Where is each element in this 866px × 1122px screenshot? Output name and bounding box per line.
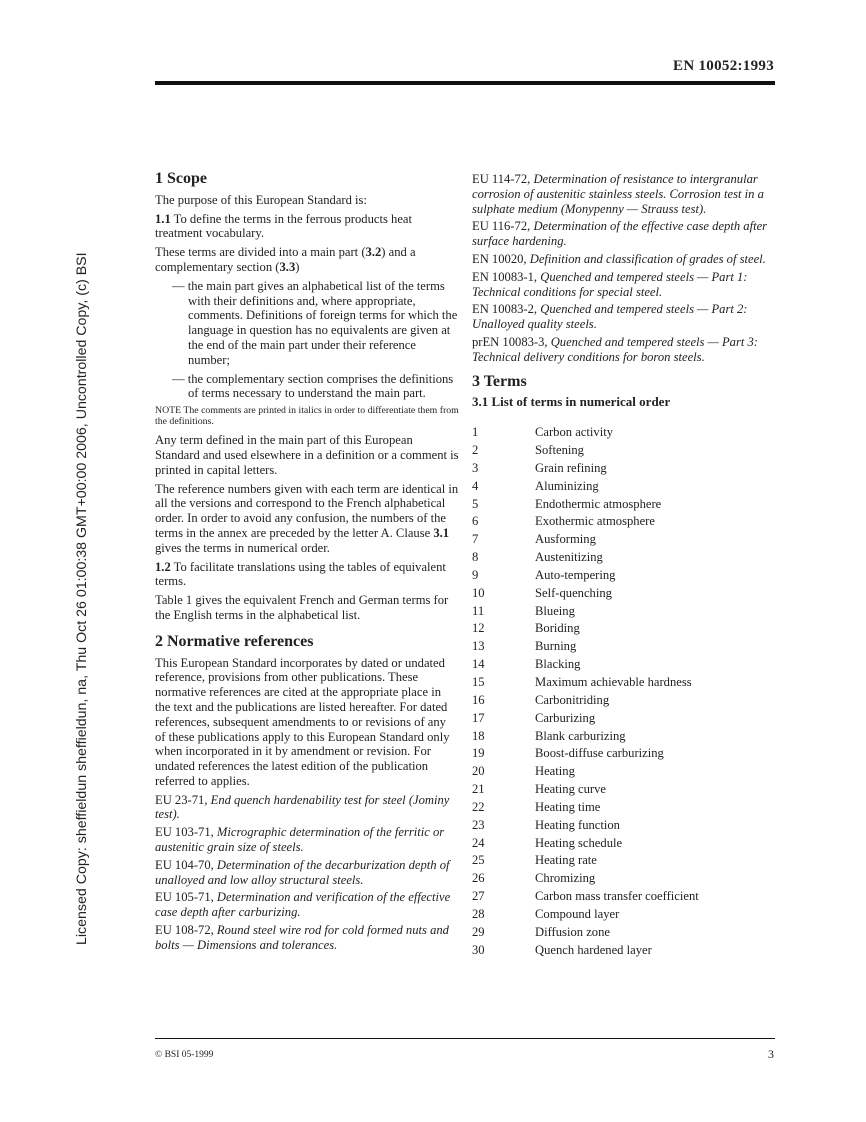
reference-title: Determination and verification of the effective case depth after carburizing. xyxy=(155,890,451,920)
term-name: Blank carburizing xyxy=(535,728,626,743)
reference-title: Determination of the effective case depth after surface hardening. xyxy=(472,219,768,249)
footer-copyright: © BSI 05-1999 xyxy=(155,1050,214,1060)
clause-1-2-text: To facilitate translations using the tables of equivalent terms. xyxy=(155,559,446,589)
term-row xyxy=(472,549,777,567)
document-code: EN 10052:1993 xyxy=(673,58,774,74)
term-number: 13 xyxy=(472,639,485,654)
ref-3-2: 3.2 xyxy=(365,245,382,260)
reference-entry xyxy=(472,335,777,365)
term-number: 8 xyxy=(472,550,479,565)
reference-entry xyxy=(155,825,459,855)
reference-code: prEN 10083-3, xyxy=(472,334,551,349)
term-row xyxy=(472,906,777,924)
term-number: 29 xyxy=(472,924,485,939)
dash-item-main-part: — the main part gives an alphabetical list of the terms with their definitions and, where appropriate, comments. Definitions of foreign terms for which the language in question has no equivalents are given at the end of the main part under their reference number; xyxy=(172,278,458,367)
term-row xyxy=(472,852,777,870)
reference-list-left xyxy=(155,793,459,953)
normative-references-heading: 2 Normative references xyxy=(155,632,314,650)
term-number: 1 xyxy=(472,425,479,440)
term-name: Boost-diffuse carburizing xyxy=(535,746,664,761)
terms-heading: 3 Terms xyxy=(472,372,527,390)
reference-entry xyxy=(472,302,777,332)
reference-entry xyxy=(155,793,459,823)
term-row xyxy=(472,478,777,496)
term-number: 10 xyxy=(472,585,485,600)
term-row xyxy=(472,638,777,656)
terms-list xyxy=(472,424,777,959)
footer-rule xyxy=(155,1038,775,1039)
reference-entry xyxy=(472,270,777,300)
term-name: Chromizing xyxy=(535,871,596,886)
reference-entry xyxy=(155,890,459,920)
reference-entry xyxy=(155,923,459,953)
term-name: Austenitizing xyxy=(535,550,603,565)
term-row xyxy=(472,424,777,442)
table-1-paragraph: Table 1 gives the equivalent French and German terms for the English terms in the alphabetical list. xyxy=(155,593,449,622)
term-row xyxy=(472,496,777,514)
term-name: Carbon mass transfer coefficient xyxy=(535,889,699,904)
term-number: 3 xyxy=(472,460,479,475)
term-number: 2 xyxy=(472,443,479,457)
term-name: Exothermic atmosphere xyxy=(535,514,655,529)
term-row xyxy=(472,924,777,942)
term-name: Boriding xyxy=(535,621,580,636)
reference-code: EU 114-72, xyxy=(472,172,534,186)
term-row xyxy=(472,799,777,817)
term-number: 15 xyxy=(472,674,485,689)
refnum-text-a: The reference numbers given with each term are identical in all the versions and correspond to the French alphabetical order. In order to avoid any confusion, the numbers of the terms in the annex are preceded by the letter A. Clause xyxy=(155,481,459,540)
term-row xyxy=(472,442,777,460)
term-name: Heating rate xyxy=(535,853,597,868)
term-name: Diffusion zone xyxy=(535,924,610,939)
term-name: Auto-tempering xyxy=(535,567,616,582)
term-number: 27 xyxy=(472,889,485,904)
reference-title: End quench hardenability test for steel (Jominy test). xyxy=(155,792,450,822)
term-row xyxy=(472,674,777,692)
reference-code: EU 105-71, xyxy=(155,890,217,905)
reference-entry xyxy=(155,858,459,888)
ref-3-1: 3.1 xyxy=(433,525,450,540)
term-row xyxy=(472,603,777,621)
term-row xyxy=(472,620,777,638)
reference-title: Quenched and tempered steels — Part 1: Technical conditions for special steel. xyxy=(472,269,748,299)
term-number: 16 xyxy=(472,692,485,707)
clause-1-1-number: 1.1 xyxy=(155,211,171,226)
term-name: Endothermic atmosphere xyxy=(535,496,662,511)
normative-intro: This European Standard incorporates by dated or undated reference, provisions from other publications. These normative references are cited at the appropriate place in the text and the publications are listed hereafter. For dated references, subsequent amendments to or revisions of any of these publications apply to this European Standard only when incorporated in it by amendment or revision. For undated references the latest edition of the publication referred to applies. xyxy=(155,655,450,788)
term-name: Maximum achievable hardness xyxy=(535,674,692,689)
term-row xyxy=(472,710,777,728)
term-row xyxy=(472,888,777,906)
term-number: 18 xyxy=(472,728,485,743)
term-row xyxy=(472,781,777,799)
reference-title: Quenched and tempered steels — Part 2: Unalloyed quality steels. xyxy=(472,302,748,332)
term-name: Carburizing xyxy=(535,710,596,725)
clause-1-2-number: 1.2 xyxy=(155,559,171,574)
note: NOTE The comments are printed in italics in order to differentiate them from the definitions. xyxy=(155,405,459,428)
term-number: 5 xyxy=(472,496,479,511)
term-row xyxy=(472,531,777,549)
term-name: Burning xyxy=(535,639,577,654)
term-row xyxy=(472,728,777,746)
reference-title: Round steel wire rod for cold formed nuts and bolts — Dimensions and tolerances. xyxy=(155,923,449,952)
term-name: Aluminizing xyxy=(535,478,599,493)
term-name: Grain refining xyxy=(535,460,607,475)
reference-title: Determination of resistance to intergranular corrosion of austenitic stainless steels. Corrosion test in a sulphate medium (Monypenny — Strauss test). xyxy=(472,172,764,216)
term-name: Softening xyxy=(535,443,584,457)
term-row xyxy=(472,656,777,674)
term-name: Compound layer xyxy=(535,906,620,921)
terms-subheading: 3.1 List of terms in numerical order xyxy=(472,394,671,410)
reference-numbers-paragraph xyxy=(155,482,459,556)
scope-intro: The purpose of this European Standard is: xyxy=(155,192,367,207)
term-number: 4 xyxy=(472,478,479,493)
reference-entry xyxy=(472,252,777,267)
term-number: 9 xyxy=(472,567,479,582)
term-row xyxy=(472,817,777,835)
page-number: 3 xyxy=(768,1047,774,1061)
term-number: 30 xyxy=(472,942,485,957)
term-row xyxy=(472,513,777,531)
reference-code: EN 10083-1, xyxy=(472,269,541,284)
term-name: Blueing xyxy=(535,603,575,618)
right-column xyxy=(472,172,777,959)
term-number: 14 xyxy=(472,657,485,672)
term-number: 20 xyxy=(472,764,485,779)
left-column xyxy=(155,172,459,956)
term-number: 7 xyxy=(472,532,479,547)
term-row xyxy=(472,835,777,853)
reference-code: EU 116-72, xyxy=(472,219,534,234)
term-number: 21 xyxy=(472,782,485,797)
dash-item-complementary: — the complementary section comprises the definitions of terms necessary to understand the main part. xyxy=(172,371,454,401)
reference-code: EN 10020, xyxy=(472,251,530,266)
term-row xyxy=(472,567,777,585)
term-number: 28 xyxy=(472,906,485,921)
reference-list-right xyxy=(472,172,777,365)
reference-code: EU 23-71, xyxy=(155,792,211,807)
divided-text-c: ) xyxy=(295,259,300,274)
term-name: Carbon activity xyxy=(535,425,613,440)
term-number: 19 xyxy=(472,746,485,761)
term-name: Blacking xyxy=(535,657,581,672)
clause-1-1 xyxy=(155,212,459,242)
term-number: 25 xyxy=(472,853,485,868)
term-number: 11 xyxy=(472,603,485,618)
term-row xyxy=(472,870,777,888)
reference-entry xyxy=(472,172,777,216)
divided-text-a: These terms are divided into a main part ( xyxy=(155,245,366,260)
term-row xyxy=(472,692,777,710)
scope-heading: 1 Scope xyxy=(155,170,207,187)
license-watermark: Licensed Copy: sheffieldun sheffieldun, na, Thu Oct 26 01:00:38 GMT+00:00 2006, Uncontrolled Copy, (c) BSI xyxy=(74,252,90,945)
term-number: 12 xyxy=(472,621,485,636)
capital-letters-paragraph: Any term defined in the main part of this European Standard and used elsewhere in a definition or a comment is printed in capital letters. xyxy=(155,433,459,477)
ref-3-3: 3.3 xyxy=(279,259,296,274)
reference-code: EU 103-71, xyxy=(155,825,217,840)
clause-1-1-text: To define the terms in the ferrous products heat treatment vocabulary. xyxy=(155,211,412,241)
reference-title: Definition and classification of grades of steel. xyxy=(529,251,766,266)
reference-title: Micrographic determination of the ferritic or austenitic grain size of steels. xyxy=(155,825,445,855)
term-name: Self-quenching xyxy=(535,585,612,600)
term-row xyxy=(472,942,777,960)
term-number: 23 xyxy=(472,817,485,832)
term-name: Heating schedule xyxy=(535,835,623,850)
term-row xyxy=(472,745,777,763)
reference-code: EU 104-70, xyxy=(155,857,217,872)
term-number: 24 xyxy=(472,835,485,850)
divided-text-b: ) and a complementary section ( xyxy=(155,245,416,274)
term-name: Heating function xyxy=(535,817,620,832)
term-name: Ausforming xyxy=(535,532,596,547)
term-name: Heating xyxy=(535,764,575,779)
term-name: Heating time xyxy=(535,799,601,814)
term-row xyxy=(472,585,777,603)
term-number: 17 xyxy=(472,710,485,725)
reference-title: Determination of the decarburization depth of unalloyed and low alloy structural steels. xyxy=(155,857,450,887)
term-row xyxy=(472,460,777,478)
term-number: 6 xyxy=(472,514,479,529)
divided-paragraph xyxy=(155,245,459,275)
term-number: 26 xyxy=(472,871,485,886)
reference-code: EU 108-72, xyxy=(155,923,217,938)
term-name: Quench hardened layer xyxy=(535,942,652,957)
reference-title: Quenched and tempered steels — Part 3: Technical delivery conditions for boron steels. xyxy=(472,334,758,364)
term-row xyxy=(472,763,777,781)
term-name: Carbonitriding xyxy=(535,692,610,707)
refnum-text-b: gives the terms in numerical order. xyxy=(155,540,330,555)
term-number: 22 xyxy=(472,799,485,814)
reference-entry xyxy=(472,219,777,249)
header-rule xyxy=(155,81,775,85)
term-name: Heating curve xyxy=(535,782,606,797)
reference-code: EN 10083-2, xyxy=(472,302,541,317)
clause-1-2 xyxy=(155,560,459,590)
